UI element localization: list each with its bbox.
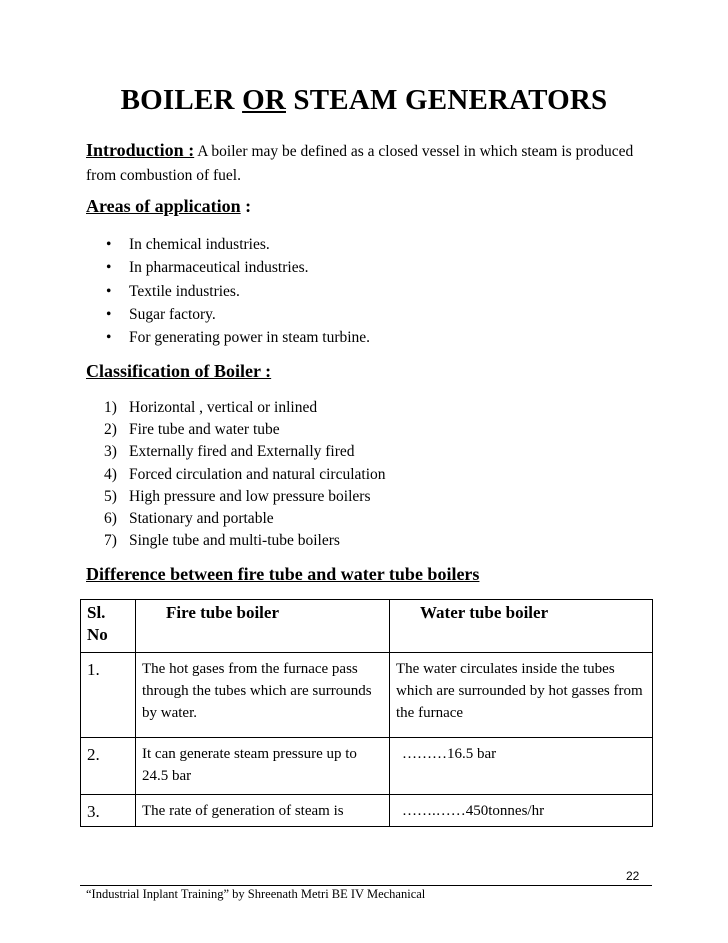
list-item: [104, 508, 386, 530]
list-text: Horizontal , vertical or inlined: [129, 399, 318, 416]
list-item: • Sugar factory.: [104, 303, 370, 326]
introduction-label: Introduction :: [86, 140, 195, 160]
list-text: Forced circulation and natural circulation: [129, 465, 386, 483]
row-fire-cell: It can generate steam pressure up to 24.5 bar: [136, 738, 390, 795]
areas-heading-text: Areas of application: [86, 196, 241, 216]
header-water-tube-label: Water tube boiler: [420, 603, 549, 622]
list-item: • For generating power in steam turbine.: [104, 326, 370, 349]
list-number: 6): [104, 510, 117, 528]
row-fire-cell: The rate of generation of steam is: [136, 795, 390, 827]
row-fire-cell: The hot gases from the furnace pass through the tubes which are surrounds by water.: [136, 653, 390, 738]
classification-heading: [86, 361, 271, 382]
row-sl: 1.: [81, 653, 136, 738]
list-text: Fire tube and water tube: [129, 421, 280, 439]
page-title: [0, 84, 728, 117]
list-text: Single tube and multi-tube boilers: [129, 532, 340, 550]
table-row: [81, 795, 653, 827]
list-text: Externally fired and Externally fired: [129, 443, 355, 461]
row-water-cell: ………16.5 bar: [390, 738, 653, 795]
header-sl-no: Sl. No: [81, 600, 136, 653]
table-header-row: [81, 600, 653, 653]
row-water-cell: …….……450tonnes/hr: [390, 795, 653, 827]
row-water-cell: The water circulates inside the tubes which are surrounded by hot gasses from the furnace: [390, 653, 653, 738]
list-item: • Textile industries.: [104, 280, 370, 303]
title-part-1: BOILER: [120, 84, 243, 116]
list-number: 5): [104, 487, 117, 505]
areas-heading-suffix: :: [240, 196, 252, 216]
comparison-table: [80, 599, 653, 827]
table-row: [81, 653, 653, 738]
footer-divider: [80, 885, 652, 886]
list-item: [104, 486, 386, 508]
list-number: 4): [104, 465, 117, 483]
classification-list: [104, 397, 386, 552]
list-item: [104, 530, 386, 552]
list-item: • In chemical industries.: [104, 233, 370, 256]
list-item: [104, 419, 386, 441]
list-item: • In pharmaceutical industries.: [104, 256, 370, 279]
page-footer: “Industrial Inplant Training” by Shreenath Metri BE IV Mechanical: [86, 887, 426, 901]
title-part-3: STEAM GENERATORS: [285, 84, 608, 116]
header-water-tube: [390, 600, 653, 653]
list-text: High pressure and low pressure boilers: [129, 487, 371, 505]
header-fire-tube: [136, 600, 390, 653]
row-sl: 3.: [81, 795, 136, 827]
list-item: [104, 464, 386, 486]
header-fire-tube-label: Fire tube boiler: [166, 603, 279, 622]
areas-heading: [86, 196, 251, 217]
list-text: Stationary and portable: [129, 510, 274, 528]
list-item: [104, 397, 386, 419]
introduction-text: A boiler may be defined as a closed vessel in which steam is produced from combustion of fuel.: [86, 143, 634, 184]
introduction-paragraph: [86, 138, 646, 188]
difference-heading-text: Difference between fire tube and water tube boilers: [86, 564, 480, 584]
classification-heading-text: Classification of Boiler :: [86, 361, 272, 381]
list-number: 1): [104, 399, 117, 416]
page-number: 22: [626, 869, 640, 883]
areas-list: [104, 233, 370, 349]
list-number: 3): [104, 443, 117, 461]
difference-heading: [86, 564, 479, 585]
table-row: [81, 738, 653, 795]
list-item: [104, 441, 386, 463]
title-part-2: OR: [242, 84, 286, 116]
list-number: 2): [104, 421, 117, 439]
row-sl: 2.: [81, 738, 136, 795]
list-number: 7): [104, 532, 117, 550]
